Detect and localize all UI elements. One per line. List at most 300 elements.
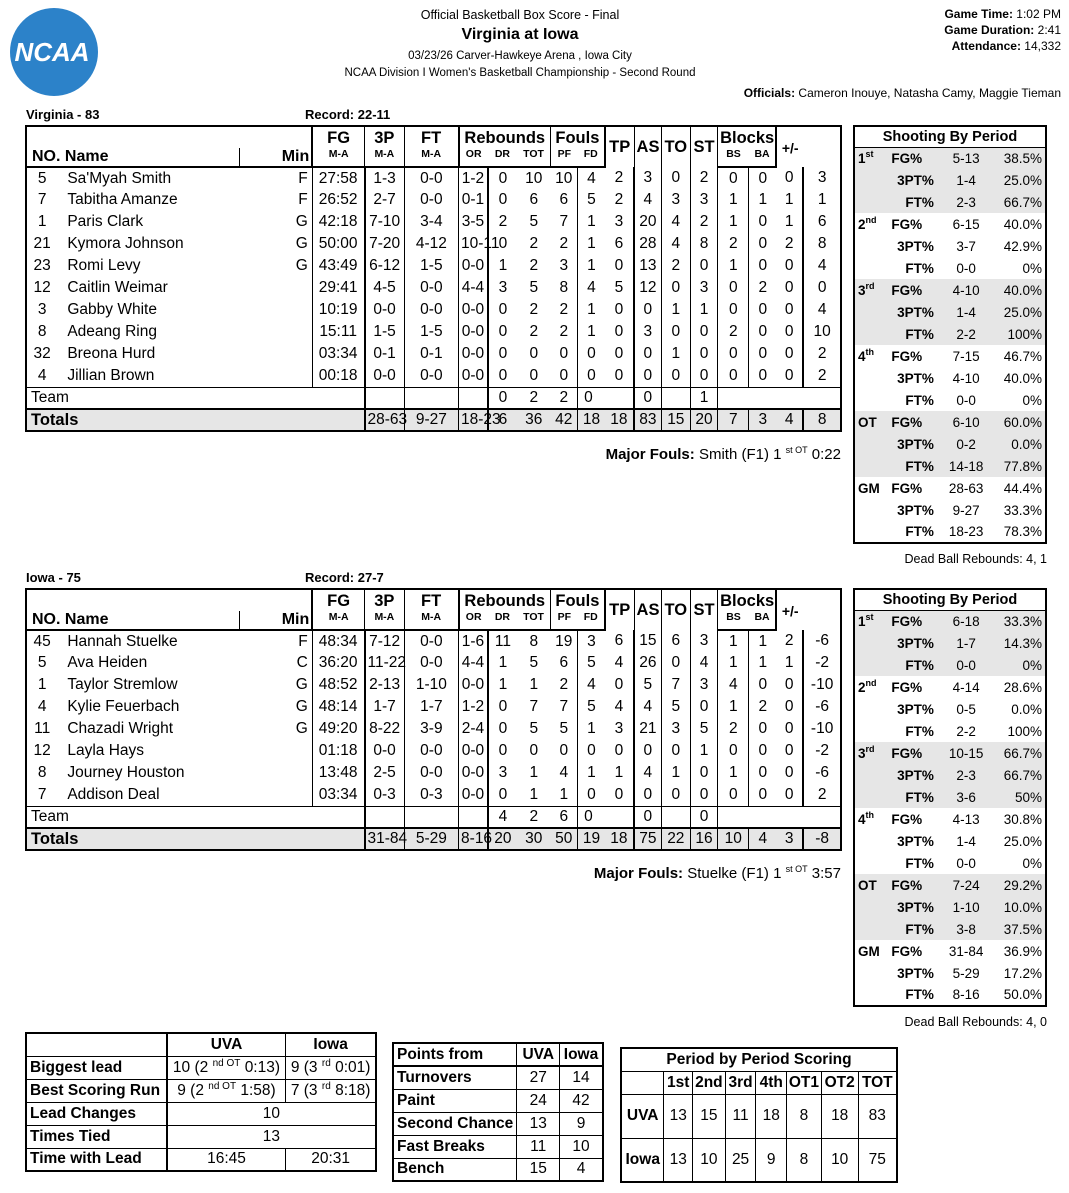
player-cell: 1 xyxy=(718,189,749,211)
header-sub-fd: FD xyxy=(578,611,605,630)
player-cell xyxy=(239,784,312,806)
player-cell: 2 xyxy=(488,211,517,233)
player-cell: G xyxy=(295,720,308,737)
home-shooting-by-period xyxy=(853,588,1047,1007)
player-cell: 0 xyxy=(661,784,690,806)
totals-st: 10 xyxy=(718,828,749,850)
team-tp: 0 xyxy=(634,806,661,828)
date-venue: 03/23/26 Carver-Hawkeye Arena , Iowa City xyxy=(408,50,632,62)
player-cell xyxy=(239,343,312,365)
shooting-made-attempted: 1-7 xyxy=(937,632,996,654)
player-cell: 0-0 xyxy=(459,674,488,696)
player-row xyxy=(26,696,841,718)
shooting-label: FG% xyxy=(891,348,923,364)
shooting-made-attempted: 1-10 xyxy=(937,896,996,918)
doc-title: Official Basketball Box Score - Final xyxy=(420,8,620,22)
player-cell: 48:34 xyxy=(312,630,364,652)
shooting-period xyxy=(854,301,888,323)
shooting-label: FG% xyxy=(888,279,936,301)
times-tied-value: 13 xyxy=(167,1125,376,1148)
header-sub-dr: DR xyxy=(488,611,517,630)
totals-tp3: 9-27 xyxy=(404,409,458,431)
player-cell: 1 xyxy=(690,740,717,762)
player-cell: 2 xyxy=(529,257,539,274)
player-cell: 12 xyxy=(33,742,51,759)
player-cell: 6 xyxy=(559,654,569,671)
player-cell: 0 xyxy=(690,784,717,806)
player-cell: 1 xyxy=(749,652,776,674)
player-cell: 6-12 xyxy=(365,255,405,277)
player-cell: Layla Hays xyxy=(67,742,145,759)
player-row xyxy=(26,674,841,696)
shooting-row xyxy=(854,301,1046,323)
period-header: OT2 xyxy=(821,1071,858,1094)
shooting-made-attempted: 1-4 xyxy=(937,301,996,323)
player-cell: 4 xyxy=(634,696,661,718)
player-cell: 4 xyxy=(614,698,624,715)
player-cell: 2 xyxy=(614,169,624,186)
shooting-made-attempted: 6-15 xyxy=(952,216,980,232)
shooting-pct: 14.3% xyxy=(995,632,1046,654)
player-cell: 7-12 xyxy=(365,630,405,652)
shooting-label: FG% xyxy=(891,943,923,959)
player-cell: 0 xyxy=(749,211,776,233)
player-cell: 1 xyxy=(749,630,776,652)
shooting-pct: 44.4% xyxy=(1003,480,1042,496)
player-row xyxy=(26,343,841,365)
totals-st: 7 xyxy=(718,409,749,431)
period-cell: 13 xyxy=(664,1138,693,1182)
player-cell: 0-0 xyxy=(404,652,458,674)
totals-tp: 75 xyxy=(634,828,661,850)
totals-fg: 31-84 xyxy=(365,828,405,850)
shooting-label: FT% xyxy=(888,191,936,213)
shooting-label: FT% xyxy=(905,392,934,408)
period-header: 2nd xyxy=(693,1071,726,1094)
shooting-pct: 40.0% xyxy=(1003,370,1042,386)
header-ft: FT xyxy=(404,589,458,611)
shooting-label: FT% xyxy=(905,855,934,871)
player-cell: 5 xyxy=(529,654,539,671)
best-run-iowa: 7 (3 $^{rd}$ 8:18) xyxy=(286,1079,376,1102)
shooting-label: FG% xyxy=(888,147,936,169)
player-cell: 0 xyxy=(749,674,776,696)
shooting-period xyxy=(854,720,888,742)
player-cell: 7 xyxy=(37,785,47,803)
game-duration: Game Duration: 2:41 xyxy=(944,23,1061,37)
player-cell: 0-0 xyxy=(404,365,458,387)
shooting-label: 3PT% xyxy=(897,833,934,849)
player-cell: 2-5 xyxy=(365,762,405,784)
shooting-row xyxy=(854,632,1046,654)
player-cell: 0 xyxy=(718,365,749,387)
shooting-row xyxy=(854,169,1046,191)
totals-label: Totals xyxy=(26,409,365,431)
player-cell: 13 xyxy=(634,255,661,277)
player-cell: 0-0 xyxy=(404,299,458,321)
biggest-lead-iowa: 9 (3 $^{rd}$ 0:01) xyxy=(286,1056,376,1079)
shooting-made-attempted: 8-16 xyxy=(952,987,980,1002)
header-sub-bs: BS xyxy=(718,611,749,630)
shooting-pct: 50.0% xyxy=(1003,987,1042,1002)
player-cell: 2 xyxy=(661,255,690,277)
shooting-period xyxy=(854,367,888,389)
shooting-pct: 50% xyxy=(995,786,1046,808)
player-row xyxy=(26,630,841,652)
shooting-title: Shooting By Period xyxy=(854,589,1046,610)
header-plus-minus: +/- xyxy=(776,126,803,167)
period-header: TOT xyxy=(858,1071,897,1094)
shooting-row xyxy=(854,896,1046,918)
player-cell: 0 xyxy=(559,366,569,384)
player-cell: 4-12 xyxy=(404,233,458,255)
player-cell: 0 xyxy=(784,323,794,340)
shooting-label: FT% xyxy=(888,786,936,808)
header-3p: 3P xyxy=(365,589,405,611)
biggest-lead-label: Biggest lead xyxy=(26,1056,167,1079)
player-cell: 0-3 xyxy=(404,784,458,806)
player-cell: 3 xyxy=(690,630,717,652)
shooting-pct: 0.0% xyxy=(1011,701,1042,717)
shooting-period: 1st xyxy=(854,610,888,632)
player-cell: F xyxy=(298,191,308,208)
points-from-row xyxy=(393,1089,603,1112)
header-sub-bs: BS xyxy=(718,148,749,167)
player-cell: 1-5 xyxy=(404,255,458,277)
player-cell: 3 xyxy=(614,213,624,230)
totals-pf: 18 xyxy=(578,409,605,431)
player-cell: 23 xyxy=(33,257,51,274)
player-row xyxy=(26,718,841,740)
totals-tp: 83 xyxy=(634,409,661,431)
period-cell: 18 xyxy=(756,1094,787,1138)
player-cell: 2 xyxy=(749,696,776,718)
player-cell: 7 xyxy=(37,191,47,208)
player-cell: 0 xyxy=(614,742,624,759)
player-cell: Romi Levy xyxy=(67,257,141,274)
player-cell: 1 xyxy=(488,652,517,674)
points-from-cell: 4 xyxy=(560,1158,603,1181)
shooting-made-attempted: 5-29 xyxy=(952,965,980,981)
shooting-pct: 100% xyxy=(995,323,1046,345)
empty xyxy=(459,806,488,828)
player-cell: 4 xyxy=(37,698,47,715)
shooting-row xyxy=(854,521,1046,543)
player-cell: 1-7 xyxy=(404,696,458,718)
shooting-label: 3PT% xyxy=(897,701,934,717)
player-cell: 0 xyxy=(784,301,794,318)
player-cell: 1 xyxy=(578,321,605,343)
period-cell: 8 xyxy=(787,1138,822,1182)
player-cell: 0 xyxy=(578,740,605,762)
player-cell: 2 xyxy=(718,321,749,343)
player-cell: 0 xyxy=(690,365,717,387)
player-cell: 0-0 xyxy=(404,762,458,784)
player-cell: 5 xyxy=(634,674,661,696)
player-cell: 0 xyxy=(661,740,690,762)
shooting-row xyxy=(854,477,1046,499)
shooting-row xyxy=(854,411,1046,433)
shooting-made-attempted: 9-27 xyxy=(952,502,980,518)
player-cell: 00:18 xyxy=(312,365,364,387)
best-run-uva: 9 (2 $^{nd OT}$ 1:58) xyxy=(167,1079,286,1102)
player-cell: 5 xyxy=(661,696,690,718)
player-cell: 5 xyxy=(559,720,569,737)
shooting-made-attempted: 0-0 xyxy=(956,260,976,276)
points-from-cell: 24 xyxy=(517,1089,560,1112)
header-sub-ma: M-A xyxy=(312,148,364,167)
shooting-row xyxy=(854,345,1046,367)
totals-or: 20 xyxy=(488,828,517,850)
player-cell: 0 xyxy=(718,784,749,806)
shooting-row xyxy=(854,830,1046,852)
player-cell: 4 xyxy=(690,652,717,674)
points-from-cell: Second Chance xyxy=(393,1112,517,1135)
shooting-label: 3PT% xyxy=(888,896,936,918)
player-cell: 0-0 xyxy=(459,784,488,806)
shooting-pct: 0% xyxy=(1022,260,1042,276)
player-cell: 2 xyxy=(718,718,749,740)
header-as: AS xyxy=(634,589,661,630)
period-cell: 75 xyxy=(858,1138,897,1182)
time-with-lead-iowa: 20:31 xyxy=(286,1148,376,1171)
player-cell: 20 xyxy=(634,211,661,233)
player-cell: -6 xyxy=(803,762,841,784)
header-blocks: Blocks xyxy=(718,589,777,611)
shooting-made-attempted: 2-2 xyxy=(937,323,996,345)
player-cell: 0 xyxy=(488,321,517,343)
player-cell: 0 xyxy=(488,740,517,762)
player-row xyxy=(26,652,841,674)
shooting-row xyxy=(854,389,1046,411)
player-cell: 1 xyxy=(578,762,605,784)
shooting-pct: 29.2% xyxy=(995,874,1046,896)
player-cell: G xyxy=(295,676,308,693)
player-cell: 45 xyxy=(33,632,51,650)
player-cell: 21 xyxy=(634,718,661,740)
shooting-label: 3PT% xyxy=(888,632,936,654)
player-cell: 0 xyxy=(578,343,605,365)
empty xyxy=(404,806,458,828)
player-cell: 0-0 xyxy=(365,299,405,321)
points-from-cell: 42 xyxy=(560,1089,603,1112)
totals-to: 16 xyxy=(690,828,717,850)
player-cell: 6 xyxy=(529,191,539,208)
shooting-period xyxy=(854,962,888,984)
shooting-label: FG% xyxy=(891,480,923,496)
player-cell: -2 xyxy=(803,652,841,674)
header-3p: 3P xyxy=(365,126,405,148)
team-dr: 2 xyxy=(517,806,550,828)
header-sub-dr: DR xyxy=(488,148,517,167)
shooting-row xyxy=(854,962,1046,984)
period-scoring-title: Period by Period Scoring xyxy=(621,1048,897,1071)
shooting-period xyxy=(854,830,888,852)
player-cell: 1 xyxy=(718,652,749,674)
shooting-period: 3rd xyxy=(854,742,888,764)
shooting-made-attempted: 2-2 xyxy=(956,723,976,739)
player-cell: 11 xyxy=(488,630,517,652)
header-sub-pf: PF xyxy=(550,148,577,167)
player-cell: 4 xyxy=(634,762,661,784)
player-cell: 0 xyxy=(749,343,776,365)
team-pf: 0 xyxy=(578,806,634,828)
player-cell: -6 xyxy=(803,696,841,718)
header-tp: TP xyxy=(605,126,634,167)
shooting-period xyxy=(854,764,888,786)
player-cell: 2 xyxy=(718,233,749,255)
player-cell: 1 xyxy=(578,211,605,233)
totals-ba: 3 xyxy=(776,828,803,850)
player-cell: -2 xyxy=(803,740,841,762)
player-cell: 0 xyxy=(784,742,794,759)
totals-label: Totals xyxy=(26,828,365,850)
team-tp: 0 xyxy=(634,387,661,409)
player-cell: 10 xyxy=(803,321,841,343)
player-cell: 5 xyxy=(529,279,539,296)
player-cell: 10 xyxy=(525,169,543,187)
player-cell: 10-11 xyxy=(459,233,488,255)
home-dead-ball-rebounds: Dead Ball Rebounds: 4, 0 xyxy=(904,1015,1047,1029)
shooting-label: FG% xyxy=(888,742,936,764)
shooting-period xyxy=(854,852,888,874)
shooting-row xyxy=(854,940,1046,962)
shooting-pct: 0% xyxy=(1022,855,1042,871)
player-cell: 0-0 xyxy=(459,740,488,762)
header-sub-or: OR xyxy=(459,148,488,167)
player-cell: 1 xyxy=(529,676,539,693)
player-cell: 5 xyxy=(529,213,539,230)
shooting-pct: 40.0% xyxy=(995,279,1046,301)
shooting-row xyxy=(854,984,1046,1006)
shooting-period: 2nd xyxy=(858,214,877,232)
period-cell: 10 xyxy=(693,1138,726,1182)
player-cell: 2 xyxy=(559,235,569,252)
player-cell: 10 xyxy=(555,169,573,187)
shooting-made-attempted: 3-8 xyxy=(937,918,996,940)
player-cell: 0 xyxy=(749,255,776,277)
player-cell: 2 xyxy=(614,191,624,208)
player-cell: 0-3 xyxy=(365,784,405,806)
time-with-lead-label: Time with Lead xyxy=(26,1148,167,1171)
player-cell: 4 xyxy=(559,764,569,781)
totals-as: 15 xyxy=(661,409,690,431)
player-cell: 0 xyxy=(690,321,717,343)
player-cell: 2 xyxy=(690,167,717,189)
player-cell: 0-1 xyxy=(459,189,488,211)
player-cell: 4 xyxy=(578,167,605,189)
player-cell: 7-20 xyxy=(365,233,405,255)
points-from-cell: 15 xyxy=(517,1158,560,1181)
player-cell: Gabby White xyxy=(67,301,157,318)
player-cell: 4-4 xyxy=(459,277,488,299)
player-cell: 5 xyxy=(578,189,605,211)
shooting-label: FT% xyxy=(888,323,936,345)
player-cell: Paris Clark xyxy=(67,213,144,230)
player-cell: 1-6 xyxy=(459,630,488,652)
player-cell: 1 xyxy=(784,191,794,208)
player-cell: 48:14 xyxy=(312,696,364,718)
player-cell: 7-10 xyxy=(365,211,405,233)
logo-text: NCAA xyxy=(14,37,90,67)
player-cell: G xyxy=(295,698,308,715)
player-cell: 3 xyxy=(578,630,605,652)
empty xyxy=(718,387,841,409)
empty xyxy=(365,387,405,409)
player-cell: 5 xyxy=(578,652,605,674)
header-sub-ba: BA xyxy=(749,148,776,167)
shooting-pct: 33.3% xyxy=(995,610,1046,632)
player-cell: 3 xyxy=(661,189,690,211)
lead-summary-table xyxy=(25,1032,377,1172)
team-label: Team xyxy=(26,806,365,828)
player-cell: 2 xyxy=(559,301,569,318)
player-cell: 3 xyxy=(634,167,661,189)
shooting-period: OT xyxy=(854,411,888,433)
header-sub-tot: TOT xyxy=(517,611,550,630)
player-cell: 4 xyxy=(634,189,661,211)
shooting-label: FG% xyxy=(888,411,936,433)
shooting-period xyxy=(854,323,888,345)
header-ft: FT xyxy=(404,126,458,148)
player-cell: 4 xyxy=(718,674,749,696)
player-cell: 4 xyxy=(803,255,841,277)
player-cell: Breona Hurd xyxy=(67,345,156,362)
player-cell: 0 xyxy=(529,345,539,362)
player-cell: 0 xyxy=(614,323,624,340)
player-cell: 0 xyxy=(718,299,749,321)
team-tot: 6 xyxy=(550,806,577,828)
shooting-pct: 0.0% xyxy=(995,433,1046,455)
totals-fd: 18 xyxy=(605,828,634,850)
player-cell: 1-2 xyxy=(459,167,488,189)
period-cell: Iowa xyxy=(621,1138,664,1182)
shooting-pct: 100% xyxy=(1007,723,1042,739)
player-cell: 0 xyxy=(634,740,661,762)
player-cell: 2-13 xyxy=(365,674,405,696)
player-cell: Journey Houston xyxy=(67,764,185,781)
player-cell xyxy=(239,365,312,387)
team-tot: 2 xyxy=(550,387,577,409)
points-from-cell: 14 xyxy=(560,1066,603,1089)
player-cell: 8 xyxy=(37,764,47,781)
player-cell: 0 xyxy=(718,277,749,299)
shooting-pct: 0% xyxy=(995,654,1046,676)
header-fg: FG xyxy=(312,589,364,611)
player-cell: 4-4 xyxy=(459,652,488,674)
team-to: 1 xyxy=(690,387,717,409)
player-cell: 2 xyxy=(784,632,794,649)
totals-tot: 50 xyxy=(550,828,577,850)
player-cell: 3-4 xyxy=(404,211,458,233)
player-cell: 1 xyxy=(718,630,749,652)
empty xyxy=(661,387,690,409)
player-cell: 1 xyxy=(661,299,690,321)
period-scoring-table xyxy=(620,1047,898,1183)
header-spacer xyxy=(26,589,312,611)
shooting-pct: 78.3% xyxy=(1003,524,1042,539)
shooting-row xyxy=(854,742,1046,764)
player-cell: 03:34 xyxy=(312,784,364,806)
shooting-made-attempted: 0-0 xyxy=(937,654,996,676)
shooting-label: FT% xyxy=(905,723,934,739)
shooting-made-attempted: 2-3 xyxy=(937,764,996,786)
shooting-made-attempted: 5-13 xyxy=(937,147,996,169)
home-major-fouls: Major Fouls: Stuelke (F1) 1 $^{st OT}$ 3:57 xyxy=(593,864,841,882)
team-pf: 0 xyxy=(578,387,634,409)
period-cell: 8 xyxy=(787,1094,822,1138)
player-cell: F xyxy=(298,169,308,187)
